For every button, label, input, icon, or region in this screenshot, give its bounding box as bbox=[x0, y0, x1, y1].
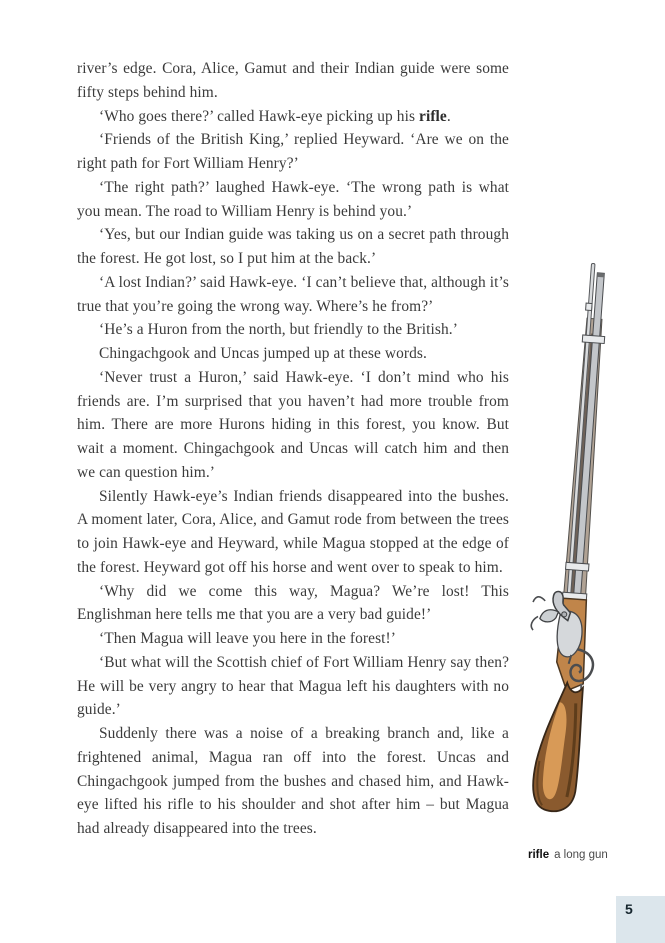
rifle-illustration bbox=[510, 250, 665, 825]
paragraph: ‘A lost Indian?’ said Hawk-eye. ‘I can’t believe that, although it’s true that you’re going the wrong way. Where’s he from?’ bbox=[77, 273, 509, 315]
rifle-frizzen bbox=[540, 609, 559, 623]
paragraph: Silently Hawk-eye’s Indian friends disappeared into the bushes. A moment later, Cora, Alice, and Gamut rode from between the trees to join Hawk-eye and Heyward, while Magua stopped at the edge of the forest. Heyward got off his horse and went over to speak to him. bbox=[77, 487, 509, 576]
page-number-box bbox=[616, 896, 665, 943]
rifle-barrel-band bbox=[582, 335, 604, 344]
glossary-term: rifle bbox=[528, 849, 550, 861]
paragraph: ‘He’s a Huron from the north, but friendly to the British.’ bbox=[99, 321, 458, 339]
paragraph: ‘Then Magua will leave you here in the forest!’ bbox=[99, 630, 397, 647]
paragraph: Suddenly there was a noise of a breaking branch and, like a frightened animal, Magua ran off into the forest. Uncas and Chingachgook jumped from the bushes and chased him, and Hawk-eye lifted his rifle to his shoulder and shot after him – but Magua had already disappeared into the trees. bbox=[77, 725, 509, 837]
paragraph: ‘Friends of the British King,’ replied Heyward. ‘Are we on the right path for Fort William Henry?’ bbox=[77, 131, 509, 172]
paragraph: ‘Why did we come this way, Magua? We’re lost! This Englishman here tells me that you are a very bad guide!’ bbox=[77, 582, 509, 624]
paragraph: ‘Who goes there?’ called Hawk-eye picking up his rifle. bbox=[99, 107, 451, 125]
paragraph: ‘But what will the Scottish chief of Fort William Henry say then? He will be very angry to hear that Magua left his daughters with no guide.’ bbox=[77, 653, 509, 719]
page-number: 5 bbox=[625, 901, 633, 917]
paragraph: ‘The right path?’ laughed Hawk-eye. ‘The wrong path is what you mean. The road to William Henry is behind you.’ bbox=[77, 178, 509, 220]
paragraph: ‘Yes, but our Indian guide was taking us on a secret path through the forest. He got lost, so I put him at the back.’ bbox=[77, 226, 509, 267]
paragraph: Chingachgook and Uncas jumped up at these words. bbox=[99, 345, 427, 362]
paragraph: ‘Never trust a Huron,’ said Hawk-eye. ‘I don’t mind who his friends are. I’m surprised that you haven’t had more trouble from him. There are more Hurons hiding in this forest, you know. But wait a moment. Chingachgook and Uncas will catch him and then we can question him.’ bbox=[77, 368, 509, 481]
story-text bbox=[77, 57, 509, 841]
rifle-barrel-band bbox=[566, 562, 589, 571]
glossary-caption bbox=[528, 848, 658, 862]
glossary-definition: a long gun bbox=[554, 849, 608, 861]
paragraph: river’s edge. Cora, Alice, Gamut and their Indian guide were some fifty steps behind him. bbox=[77, 60, 509, 101]
